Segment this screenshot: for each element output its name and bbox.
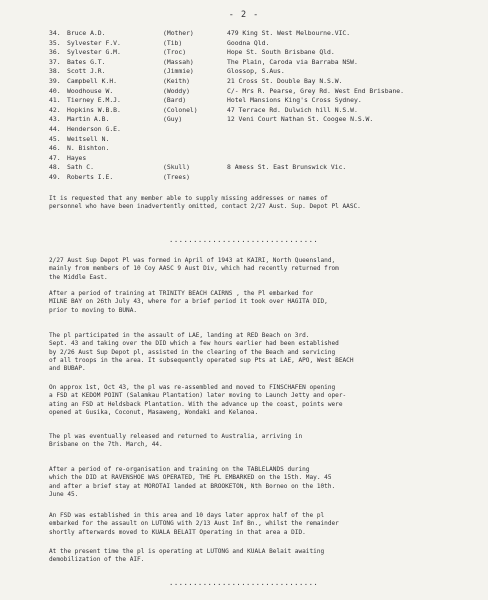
member-name: Henderson G.E.	[67, 124, 121, 133]
member-number: 37.	[49, 57, 61, 66]
member-number: 44.	[49, 124, 61, 133]
member-address: 479 King St. West Melbourne.VIC.	[227, 29, 351, 37]
paragraph-lutong-assault: An FSD was established in this area and 10 days later approx half of the pl embarked for the assault on LUTONG with 2/13 Aust Inf Bn., whilst the remainder shortly afterwards moved to KUALA BELAIT Operating in that area a DID.	[49, 512, 339, 536]
member-number: 46.	[49, 144, 61, 153]
paragraph-return: The pl was eventually released and returned to Australia, arriving in Brisbane on the 7th. March, 44.	[49, 433, 303, 449]
member-number: 35.	[49, 38, 61, 47]
member-nickname: (Guy)	[163, 115, 183, 124]
member-name: Woodhouse W.	[67, 86, 114, 95]
member-nickname: (Trees)	[163, 172, 190, 181]
paragraph-present: At the present time the pl is operating at LUTONG and KUALA Belait awaiting demobilization of the AIF.	[49, 548, 325, 564]
member-address: Hope St. South Brisbane Qld.	[227, 48, 335, 57]
member-number: 41.	[49, 96, 61, 105]
member-name: Martin A.B.	[67, 115, 110, 124]
paragraph-reorganisation: After a period of re-organisation and training on the TABLELANDS during which the DID at RAVENSHOE WAS OPERATED, THE PL EMBARKED on the 15th. May. 45 and after a brief stay at MOROTAI landed at BROOKETON, Nth Borneo on the 10th. June 45.	[49, 466, 336, 498]
member-number: 43.	[49, 115, 61, 124]
member-list	[49, 29, 469, 183]
member-row	[49, 154, 469, 164]
separator-top: ...............................	[169, 237, 319, 244]
member-nickname: (Woddy)	[163, 86, 190, 95]
member-address: 21 Cross St. Double Bay N.S.W.	[227, 76, 343, 85]
request-note: It is requested that any member able to supply missing addresses or names of personnel who have been inadvertently omitted, contact 2/27 Aust. Sup. Depot Pl AASC.	[49, 195, 361, 211]
member-number: 40.	[49, 86, 61, 95]
member-row	[49, 135, 469, 145]
member-number: 47.	[49, 153, 61, 162]
member-row	[49, 29, 469, 39]
member-row	[49, 87, 469, 97]
member-nickname: (Troc)	[163, 48, 187, 57]
member-row	[49, 115, 469, 125]
paragraph-formation: 2/27 Aust Sup Depot Pl was formed in April of 1943 at KAIRI, North Queensland, mainly from members of 10 Coy AASC 9 Aust Div, which had recently returned from the Middle East.	[49, 257, 339, 281]
member-row	[49, 125, 469, 135]
member-name: Sylvester G.M.	[67, 48, 121, 57]
member-number: 39.	[49, 76, 61, 85]
member-row	[49, 106, 469, 116]
member-address: The Plain, Caroda via Barraba NSW.	[227, 57, 358, 66]
member-address: 47 Terrace Rd. Dulwich hill N.S.W.	[227, 105, 358, 114]
paragraph-finschafen: On approx 1st, Oct 43, the pl was re-assembled and moved to FINSCHAFEN opening a FSD at KEDOM POINT (Salamkau Plantation) later moving to Launch Jetty and oper- ating an FSD at Heldsback Plantation. With the advance up the coast, points were opened at Gusika, Coconut, Masaweng, Wondaki and Kelanoa.	[49, 384, 347, 416]
member-nickname: (Bard)	[163, 96, 187, 105]
member-row	[49, 39, 469, 49]
member-address: C/- Mrs R. Pearse, Grey Rd. West End Brisbane.	[227, 86, 404, 95]
member-row	[49, 173, 469, 183]
member-number: 36.	[49, 48, 61, 57]
member-number: 42.	[49, 105, 61, 114]
member-name: Tierney E.M.J.	[67, 96, 121, 105]
member-address: Hotel Mansions King's Cross Sydney.	[227, 96, 362, 105]
member-name: Scott J.R.	[67, 67, 106, 76]
member-name: Bates G.T.	[67, 57, 106, 66]
member-nickname: (Jimmie)	[163, 67, 194, 76]
member-nickname: (Skull)	[163, 163, 190, 172]
member-row	[49, 67, 469, 77]
member-row	[49, 144, 469, 154]
member-nickname: (Colonel)	[163, 105, 198, 114]
member-address: Goodna Qld.	[227, 38, 270, 47]
member-row	[49, 77, 469, 87]
member-name: Hayes	[67, 153, 87, 162]
page-number: - 2 -	[228, 10, 260, 20]
member-address: Glossop, S.Aus.	[227, 67, 285, 76]
member-nickname: (Massah)	[163, 57, 194, 66]
member-name: Bruce A.D.	[67, 29, 106, 37]
separator-bottom: ...............................	[169, 580, 319, 587]
member-name: Hopkins W.B.B.	[67, 105, 121, 114]
member-number: 38.	[49, 67, 61, 76]
member-name: Sylvester F.V.	[67, 38, 121, 47]
member-nickname: (Keith)	[163, 76, 190, 85]
member-row	[49, 163, 469, 173]
member-name: N. Bishton.	[67, 144, 110, 153]
member-number: 45.	[49, 134, 61, 143]
member-nickname: (Tib)	[163, 38, 183, 47]
member-row	[49, 48, 469, 58]
member-number: 49.	[49, 172, 61, 181]
paragraph-training: After a period of training at TRINITY BEACH CAIRNS , the Pl embarked for MILNE BAY on 26th July 43, where for a brief period it took over HAGITA DID, prior to moving to BUNA.	[49, 290, 328, 314]
member-number: 34.	[49, 29, 61, 37]
member-name: Roberts I.E.	[67, 172, 114, 181]
member-address: 8 Amess St. East Brunswick Vic.	[227, 163, 347, 172]
member-name: Campbell K.H.	[67, 76, 118, 85]
member-row	[49, 96, 469, 106]
member-name: Sath C.	[67, 163, 94, 172]
member-name: Weitsell N.	[67, 134, 110, 143]
member-address: 12 Veni Court Nathan St. Coogee N.S.W.	[227, 115, 374, 124]
member-row	[49, 58, 469, 68]
member-number: 48.	[49, 163, 61, 172]
paragraph-lae-assault: The pl participated in the assault of LAE, landing at RED Beach on 3rd. Sept. 43 and taking over the DID which a few hours earlier had been established by 2/26 Aust Sup Depot pl, assisted in the clearing of the Beach and servicing of all troops in the area. It subsequently operated sup Pts at LAE, APO, West BEACH and BUBAP.	[49, 332, 354, 373]
member-nickname: (Mother)	[163, 29, 194, 37]
